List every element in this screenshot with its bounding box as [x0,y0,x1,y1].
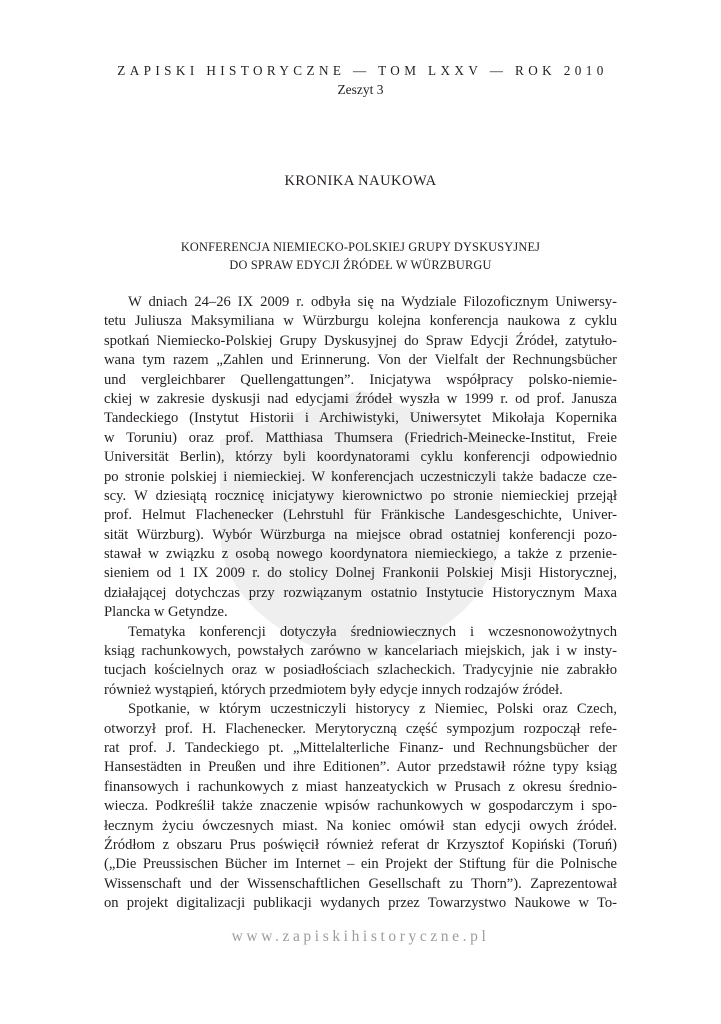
text-line: Hansestädten in Preußen und ihre Editionen”. Autor przedstawił różne typy ksiąg [104,759,617,776]
text-line: rat prof. J. Tandeckiego pt. „Mittelalterliche Finanz- und Rechnungsbücher der [104,739,617,756]
journal-title: ZAPISKI HISTORYCZNE — TOM LXXV — ROK 2010 [117,63,608,78]
section-title: KRONIKA NAUKOWA [284,173,437,189]
article-title-line: KONFERENCJA NIEMIECKO-POLSKIEJ GRUPY DYSKUSYJNEJ [180,240,541,254]
text-line: działającej dotychczas przy rozwiązanym ostatnio Instytucie Historycznym Maxa [104,584,617,601]
article-title [60,238,661,274]
text-line: otworzył prof. H. Flachenecker. Merytoryczną część sympozjum rozpoczął refe- [104,720,617,737]
text-line: sität Würzburg). Wybór Würzburga na miejsce obrad ostatniej konferencji pozo- [104,526,617,543]
paragraph [104,293,617,623]
text-line: prof. Helmut Flachenecker (Lehrstuhl für Fränkische Landesgeschichte, Univer- [104,507,617,524]
text-line: łecznym życiu ówczesnych miast. Na koniec omówił stan edycji owych źródeł. [104,817,617,834]
paragraph [104,700,617,913]
paragraph [104,623,617,701]
text-line: Spotkanie, w którym uczestniczyli historycy z Niemiec, Polski oraz Czech, [128,701,617,718]
text-line: po stronie polskiej i niemieckiej. W konferencjach uczestniczyli także badacze cze- [104,468,617,485]
text-line: stawał w związku z osobą nowego koordynatora niemieckiego, a także z przenie- [104,546,617,563]
text-line: Plancka w Getyndze. [104,604,228,621]
text-line: spotkań Niemiecko-Polskiej Grupy Dyskusyjnej do Spraw Edycji Źródeł, zatytuło- [104,332,617,349]
journal-issue: Zeszyt 3 [337,82,384,97]
text-line: tucjach kościelnych oraz w posiadłościach szlacheckich. Tradycyjnie nie zabrakło [104,662,617,679]
text-line: W dniach 24–26 IX 2009 r. odbyła się na Wydziale Filozoficznym Uniwersy- [128,294,617,310]
text-line: w Toruniu) oraz prof. Matthiasa Thumsera (Friedrich-Meinecke-Institut, Freie [104,429,617,446]
text-line: sieniem od 1 IX 2009 r. do stolicy Dolnej Frankonii Polskiej Misji Historycznej, [104,565,617,582]
article-body [104,293,617,914]
text-line: Universität Berlin), którzy byli koordynatorami cyklu konferencji odpowiednio [104,449,617,466]
text-line: wana tym razem „Zahlen und Erinnerung. Von der Vielfalt der Rechnungsbücher [104,352,617,369]
text-line: również wystąpień, których przedmiotem były edycje innych rodzajów źródeł. [104,681,563,698]
footer-website-link[interactable]: www.zapiskihistoryczne.pl [231,928,490,945]
text-line: wiecza. Podkreślił także znaczenie wpisów rachunkowych w gospodarczym i spo- [104,798,617,815]
text-line: Wissenschaft und der Wissenschaftlichen Gesellschaft zu Thorn”). Zaprezentował [104,875,617,892]
text-line: („Die Preussischen Bücher im Internet – ein Projekt der Stiftung für die Polnische [104,856,617,873]
text-line: und vergleichbarer Quellengattungen”. Inicjatywa współpracy polsko-niemie- [104,371,617,388]
text-line: Źródłom z obszaru Prus poświęcił również referat dr Krzysztof Kopiński (Toruń) [104,836,617,853]
text-line: Tandeckiego (Instytut Historii i Archiwistyki, Uniwersytet Mikołaja Kopernika [104,410,617,427]
article-title-line: DO SPRAW EDYCJI ŹRÓDEŁ W WÜRZBURGU [229,258,492,272]
text-line: ksiąg rachunkowych, powstałych zarówno w kancelariach miejskich, jak i w insty- [104,643,617,660]
text-line: Tematyka konferencji dotyczyła średniowiecznych i wczesnonowożytnych [128,623,617,640]
text-line: on projekt digitalizacji publikacji wydanych przez Towarzystwo Naukowe w To- [104,895,617,912]
text-line: tetu Juliusza Maksymiliana w Würzburgu kolejna konferencja naukowa z cyklu [104,313,617,330]
journal-header [0,62,721,98]
text-line: ckiej w zakresie dyskusji nad edycjami źródeł wyszła w 1999 r. od prof. Janusza [104,390,617,407]
text-line: scy. W dziesiątą rocznicę inicjatywy kierownictwo po stronie niemieckiej przejął [104,487,617,504]
text-line: finansowych i rachunkowych z miast hanzeatyckich w Prusach z okresu średnio- [104,778,617,795]
